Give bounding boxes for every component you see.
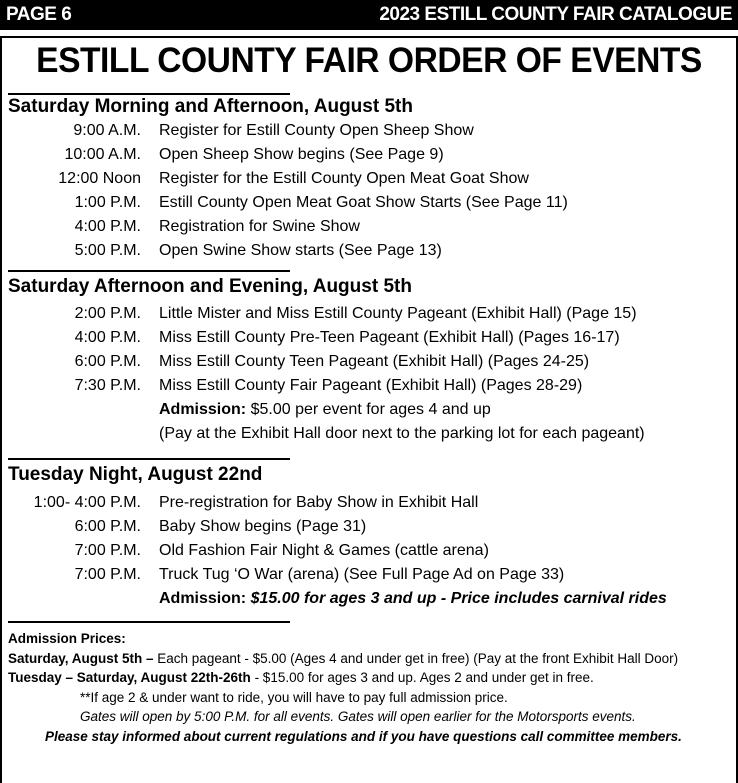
event-row xyxy=(2,167,736,191)
event-row xyxy=(2,374,736,398)
event-time: 5:00 P.M. xyxy=(74,242,141,259)
admission-price-line: Saturday, August 5th – Each pageant - $5.00 (Ages 4 and under get in free) (Pay at the front Exhibit Hall Door) xyxy=(8,650,679,666)
event-description: Baby Show begins (Page 31) xyxy=(159,518,367,535)
section-heading: Saturday Morning and Afternoon, August 5th xyxy=(8,96,413,117)
gates-note: Gates will open by 5:00 P.M. for all events. Gates will open earlier for the Motorsports events. xyxy=(80,709,636,724)
event-row xyxy=(2,539,736,563)
event-row xyxy=(2,515,736,539)
ride-note: **If age 2 & under want to ride, you will have to pay full admission price. xyxy=(80,689,508,705)
event-time: 6:00 P.M. xyxy=(74,353,141,370)
event-row xyxy=(2,491,736,515)
event-description: Estill County Open Meat Goat Show Starts (See Page 11) xyxy=(159,194,568,211)
admission-label: Admission: xyxy=(159,401,247,418)
admission-row xyxy=(2,398,736,422)
event-time: 4:00 P.M. xyxy=(74,218,141,235)
event-time: 2:00 P.M. xyxy=(74,305,141,322)
event-time: 1:00- 4:00 P.M. xyxy=(33,494,141,511)
page-title: ESTILL COUNTY FAIR ORDER OF EVENTS xyxy=(36,41,702,80)
section-divider xyxy=(8,458,290,460)
event-time: 10:00 A.M. xyxy=(64,146,141,163)
regulations-note: Please stay informed about current regulations and if you have questions call committee members. xyxy=(45,728,682,744)
event-time: 6:00 P.M. xyxy=(74,518,141,535)
event-description: Old Fashion Fair Night & Games (cattle arena) xyxy=(159,542,489,559)
event-row xyxy=(2,350,736,374)
admission-price-line: Tuesday – Saturday, August 22th-26th - $15.00 for ages 3 and up. Ages 2 and under get in free. xyxy=(8,670,594,685)
event-time: 1:00 P.M. xyxy=(74,194,141,211)
section-heading: Saturday Afternoon and Evening, August 5th xyxy=(8,276,412,297)
event-time: 7:00 P.M. xyxy=(74,566,141,583)
event-description: Little Mister and Miss Estill County Pageant (Exhibit Hall) (Page 15) xyxy=(159,305,637,322)
admission-prices-heading: Admission Prices: xyxy=(8,631,126,646)
admission-prices-block xyxy=(8,629,736,746)
event-time: 9:00 A.M. xyxy=(73,122,141,139)
event-time: 12:00 Noon xyxy=(58,170,141,187)
admission-note-row xyxy=(2,422,736,446)
event-row xyxy=(2,191,736,215)
event-description: Registration for Swine Show xyxy=(159,218,360,235)
event-description: Miss Estill County Fair Pageant (Exhibit Hall) (Pages 28-29) xyxy=(159,377,583,394)
catalogue-title: 2023 ESTILL COUNTY FAIR CATALOGUE xyxy=(379,4,732,25)
section-divider xyxy=(8,270,290,272)
event-row xyxy=(2,215,736,239)
event-description: Truck Tug ‘O War (arena) (See Full Page Ad on Page 33) xyxy=(159,566,565,583)
admission-label: Admission: xyxy=(159,590,247,607)
events-panel xyxy=(0,36,738,783)
event-description: Register for Estill County Open Sheep Show xyxy=(159,122,474,139)
event-description: Miss Estill County Pre-Teen Pageant (Exhibit Hall) (Pages 16-17) xyxy=(159,329,620,346)
section-heading: Tuesday Night, August 22nd xyxy=(8,464,263,485)
admission-row xyxy=(2,587,736,611)
event-row xyxy=(2,143,736,167)
event-time: 7:00 P.M. xyxy=(74,542,141,559)
page-header-bar xyxy=(0,0,738,30)
event-row xyxy=(2,326,736,350)
event-description: Miss Estill County Teen Pageant (Exhibit Hall) (Pages 24-25) xyxy=(159,353,590,370)
page-number: PAGE 6 xyxy=(6,4,72,25)
event-time: 4:00 P.M. xyxy=(74,329,141,346)
section-divider xyxy=(8,621,290,623)
event-row xyxy=(2,119,736,143)
event-row xyxy=(2,302,736,326)
admission-note: (Pay at the Exhibit Hall door next to the parking lot for each pageant) xyxy=(159,425,645,442)
admission-text: $15.00 for ages 3 and up - Price includes carnival rides xyxy=(250,590,667,607)
event-description: Register for the Estill County Open Meat Goat Show xyxy=(159,170,529,187)
event-description: Open Sheep Show begins (See Page 9) xyxy=(159,146,444,163)
event-description: Open Swine Show starts (See Page 13) xyxy=(159,242,442,259)
event-row xyxy=(2,239,736,263)
admission-text: $5.00 per event for ages 4 and up xyxy=(250,401,491,418)
event-time: 7:30 P.M. xyxy=(74,377,141,394)
event-description: Pre-registration for Baby Show in Exhibit Hall xyxy=(159,494,479,511)
event-row xyxy=(2,563,736,587)
